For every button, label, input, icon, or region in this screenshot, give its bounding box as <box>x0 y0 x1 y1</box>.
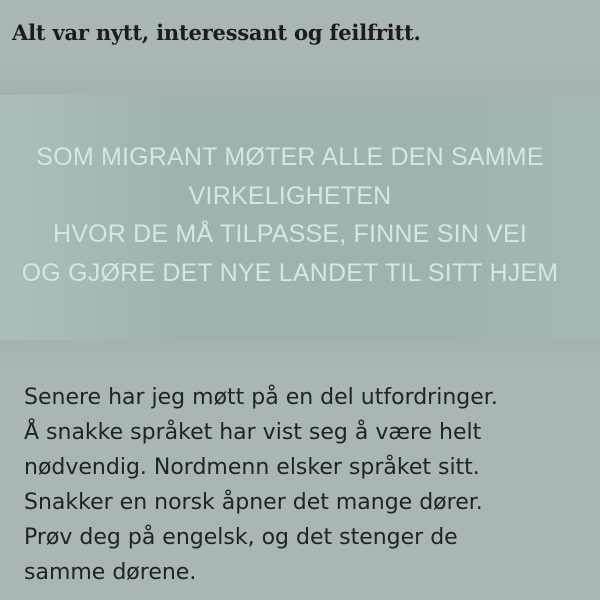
body-line: Senere har jeg møtt på en del utfordringer. <box>24 385 498 410</box>
body-line: nødvendig. Nordmenn elsker språket sitt. <box>24 455 480 480</box>
body-line: Snakker en norsk åpner det mange dører. <box>24 490 483 515</box>
body-line: Prøv deg på engelsk, og det stenger de <box>24 525 458 550</box>
pull-quote-line: VIRKELIGHETEN <box>188 181 392 210</box>
page-title: Alt var nytt, interessant og feilfritt. <box>12 20 421 45</box>
pull-quote <box>0 138 580 292</box>
body-paragraph <box>24 380 584 590</box>
body-line: Å snakke språket har vist seg å være helt <box>24 420 482 445</box>
body-line: samme dørene. <box>24 560 197 585</box>
pull-quote-line: SOM MIGRANT MØTER ALLE DEN SAMME <box>36 143 544 171</box>
pull-quote-line: OG GJØRE DET NYE LANDET TIL SITT HJEM <box>21 258 559 287</box>
pull-quote-line: HVOR DE MÅ TILPASSE, FINNE SIN VEI <box>52 220 528 248</box>
